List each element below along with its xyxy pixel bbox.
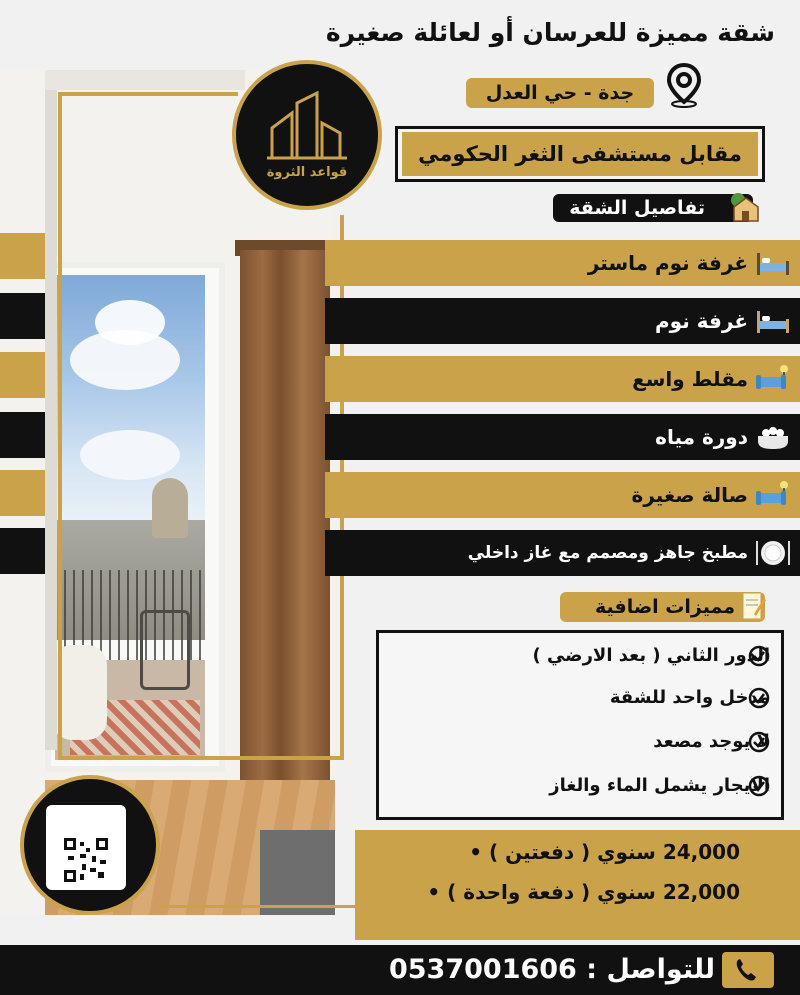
room-row [325, 414, 800, 460]
price-text: 24,000 سنوي ( دفعتين ) [489, 840, 740, 864]
feature-item [410, 680, 770, 716]
features-heading: مميزات اضافية [560, 592, 765, 622]
plate-cutlery-icon [754, 537, 792, 569]
frame-line [160, 905, 360, 908]
band-edge [0, 293, 45, 339]
bed-icon [754, 247, 792, 279]
contact-label[interactable]: للتواصل : 0537001606 [388, 954, 715, 985]
band-edge [0, 352, 45, 398]
feature-item [410, 768, 770, 804]
building-logo-icon [262, 88, 352, 163]
check-circle-icon [748, 731, 770, 753]
feature-text: الايجار يشمل الماء والغاز [549, 775, 770, 796]
check-circle-icon [748, 775, 770, 797]
band-edge [0, 470, 45, 516]
logo-text: قواعد الثروة [266, 165, 348, 180]
room-label: غرفة نوم ماستر [587, 251, 748, 275]
room-row [325, 530, 800, 576]
bullet-dot: • [469, 840, 483, 864]
frame-line [58, 92, 62, 760]
bed-icon [754, 305, 792, 337]
landmark-label: مقابل مستشفى الثغر الحكومي [402, 132, 758, 176]
feature-text: لا يوجد مصعد [653, 731, 770, 752]
room-label: دورة مياه [655, 425, 748, 449]
feature-text: مدخل واحد للشقة [609, 687, 770, 708]
dome-building [152, 478, 188, 538]
feature-item [410, 638, 770, 674]
band-edge [0, 528, 45, 574]
map-pin-icon [664, 62, 704, 108]
chair [140, 610, 190, 690]
wall-edge [45, 90, 57, 750]
room-label: مقلط واسع [632, 367, 748, 391]
band-edge [0, 412, 45, 458]
check-circle-icon [748, 687, 770, 709]
feature-item [410, 724, 770, 760]
band-edge [0, 233, 45, 279]
price-text: 22,000 سنوي ( دفعة واحدة ) [447, 880, 740, 904]
room-label: صالة صغيرة [631, 483, 748, 507]
location-label: جدة - حي العدل [466, 78, 654, 108]
qr-code[interactable] [64, 838, 108, 882]
bed-edge [260, 830, 335, 915]
cloud [95, 300, 165, 345]
ceiling [45, 70, 245, 90]
room-row [325, 240, 800, 286]
check-circle-icon [748, 645, 770, 667]
room-label: غرفة نوم [655, 309, 748, 333]
house-icon [728, 191, 760, 223]
price-line [340, 840, 740, 864]
feature-text: الدور الثاني ( بعد الارضي ) [532, 645, 770, 666]
bathtub-icon [754, 421, 792, 453]
page-title: شقة مميزة للعرسان أو لعائلة صغيرة [325, 18, 775, 47]
frame-line [58, 756, 344, 760]
room-row [325, 298, 800, 344]
room-row [325, 472, 800, 518]
curtain [240, 250, 330, 785]
sofa-icon [754, 479, 792, 511]
memo-icon [740, 590, 766, 622]
details-heading: تفاصيل الشقة [553, 194, 753, 222]
sofa-icon [754, 363, 792, 395]
room-row [325, 356, 800, 402]
frame-line [58, 92, 238, 96]
cloud [80, 430, 180, 480]
room-label: مطبخ جاهز ومصمم مع غاز داخلي [467, 543, 748, 563]
bullet-dot: • [427, 880, 441, 904]
phone-icon[interactable] [720, 950, 776, 990]
price-line [340, 880, 740, 904]
